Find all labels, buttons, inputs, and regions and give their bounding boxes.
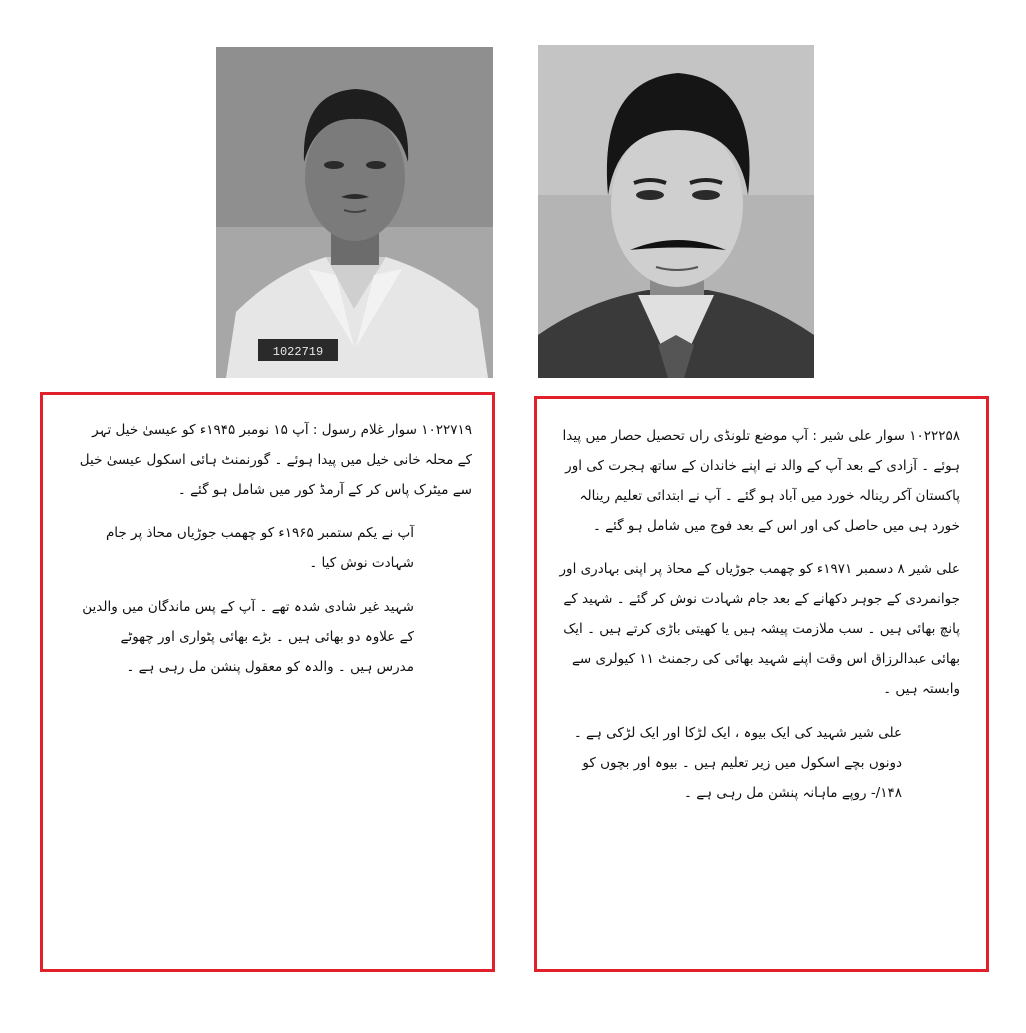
portrait-photo-right (538, 45, 814, 378)
portrait-right-image (538, 45, 814, 378)
left-paragraph-2: آپ نے یکم ستمبر ۱۹۶۵ء کو چھمب جوڑیاں محاذ پر جام شہادت نوش کیا ۔ (105, 525, 414, 571)
biography-card-right (534, 396, 989, 972)
portrait-photo-left (216, 47, 493, 378)
biography-text-right (559, 407, 960, 821)
biography-card-left (40, 392, 495, 972)
left-paragraph-1: ۱۰۲۲۷۱۹ سوار غلام رسول : آپ ۱۵ نومبر ۱۹۴۵ء کو عیسیٰ خیل تہر کے محلہ خانی خیل میں پیدا ہوئے ۔ گورنمنٹ ہائی اسکول عیسیٰ خیل سے میٹرک پاس کر کے آرمڈ کور میں شامل ہو گئے ۔ (79, 421, 472, 498)
right-paragraph-2: علی شیر ۸ دسمبر ۱۹۷۱ء کو چھمب جوڑیاں کے محاذ پر اپنی بہادری اور جوانمردی کے جوہر دکھانے کے بعد جام شہادت نوش کر گئے ۔ شہید کے پانچ بھائی ہیں ۔ سب ملازمت پیشہ ہیں یا کھیتی باڑی کرتے ہیں ۔ ایک بھائی عبدالرزاق اس وقت اپنے شہید بھائی کی رجمنٹ ۱۱ کیولری سے وابستہ ہیں ۔ (559, 561, 960, 697)
left-paragraph-3: شہید غیر شادی شدہ تھے ۔ آپ کے پس ماندگان میں والدین کے علاوہ دو بھائی ہیں ۔ بڑے بھائی پٹواری اور چھوٹے مدرس ہیں ۔ والدہ کو معقول پنشن مل رہی ہے ۔ (82, 598, 414, 675)
biography-text-left (79, 401, 472, 695)
right-paragraph-1: ۱۰۲۲۲۵۸ سوار علی شیر : آپ موضع تلونڈی راں تحصیل حصار میں پیدا ہوئے ۔ آزادی کے بعد آپ کے والد نے اپنے خاندان کے ساتھ ہجرت کی اور پاکستان آکر رینالہ خورد میں آباد ہو گئے ۔ آپ نے ابتدائی تعلیم رینالہ خورد ہی میں حاصل کی اور اس کے بعد فوج میں شامل ہو گئے ۔ (562, 427, 960, 534)
badge-number: 1022719 (272, 345, 324, 359)
portrait-left-image (216, 47, 493, 378)
right-paragraph-3: علی شیر شہید کی ایک بیوہ ، ایک لڑکا اور ایک لڑکی ہے ۔ دونوں بچے اسکول میں زیر تعلیم ہیں ۔ بیوہ اور بچوں کو ۱۴۸/- روپے ماہانہ پنشن مل رہی ہے ۔ (573, 724, 902, 801)
